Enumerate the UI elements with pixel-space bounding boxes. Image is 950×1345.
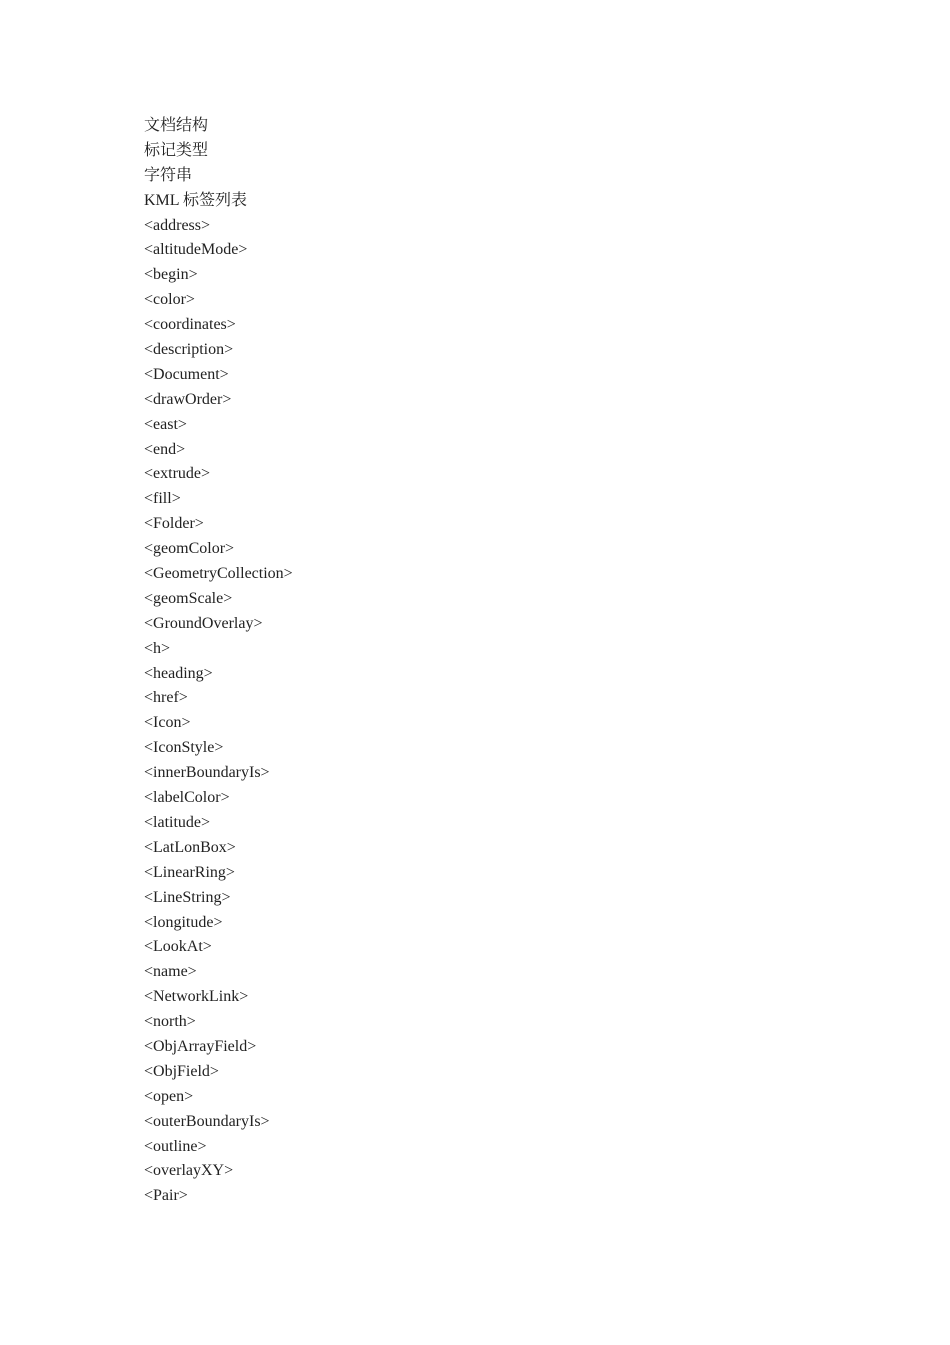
tag-item: <LatLonBox> (144, 838, 236, 856)
tag-item: <IconStyle> (144, 739, 224, 757)
heading-kml-tag-list: KML 标签列表 (144, 191, 247, 209)
tag-item: <outerBoundaryIs> (144, 1112, 270, 1130)
tag-item: <NetworkLink> (144, 988, 249, 1006)
tag-item: <east> (144, 415, 187, 433)
tag-item: <h> (144, 639, 171, 657)
tag-item: <extrude> (144, 465, 211, 483)
tag-item: <geomColor> (144, 540, 235, 558)
tag-item: <ObjField> (144, 1062, 219, 1080)
tag-item: <ObjArrayField> (144, 1037, 257, 1055)
tag-item: <geomScale> (144, 589, 233, 607)
tag-item: <LinearRing> (144, 863, 235, 881)
tag-item: <north> (144, 1013, 196, 1031)
tag-item: <longitude> (144, 913, 223, 931)
tag-item: <begin> (144, 266, 198, 284)
tag-item: <overlayXY> (144, 1162, 234, 1180)
tag-item: <altitudeMode> (144, 241, 248, 259)
tag-item: <fill> (144, 490, 181, 508)
tag-item: <outline> (144, 1137, 207, 1155)
tag-item: <description> (144, 341, 234, 359)
tag-item: <end> (144, 440, 186, 458)
tag-item: <Pair> (144, 1187, 188, 1205)
tag-item: <labelColor> (144, 789, 230, 807)
tag-item: <Icon> (144, 714, 191, 732)
tag-item: <GroundOverlay> (144, 614, 263, 632)
heading-document-structure: 文档结构 (144, 117, 209, 134)
tag-item: <coordinates> (144, 316, 236, 334)
tag-item: <Document> (144, 365, 229, 383)
tag-item: <drawOrder> (144, 390, 232, 408)
tag-item: <LookAt> (144, 938, 212, 956)
tag-item: <address> (144, 216, 211, 234)
document-page (144, 114, 844, 1209)
heading-strings: 字符串 (144, 166, 193, 184)
tag-item: <GeometryCollection> (144, 565, 293, 583)
tag-item: <latitude> (144, 813, 211, 831)
tag-item: <href> (144, 689, 188, 707)
tag-item: <open> (144, 1087, 194, 1105)
tag-item: <heading> (144, 664, 213, 682)
tag-item: <LineString> (144, 888, 231, 906)
tag-item: <color> (144, 291, 195, 309)
heading-markup-types: 标记类型 (144, 141, 209, 159)
tag-item: <innerBoundaryIs> (144, 764, 270, 782)
tag-item: <Folder> (144, 515, 204, 533)
tag-item: <name> (144, 963, 197, 981)
